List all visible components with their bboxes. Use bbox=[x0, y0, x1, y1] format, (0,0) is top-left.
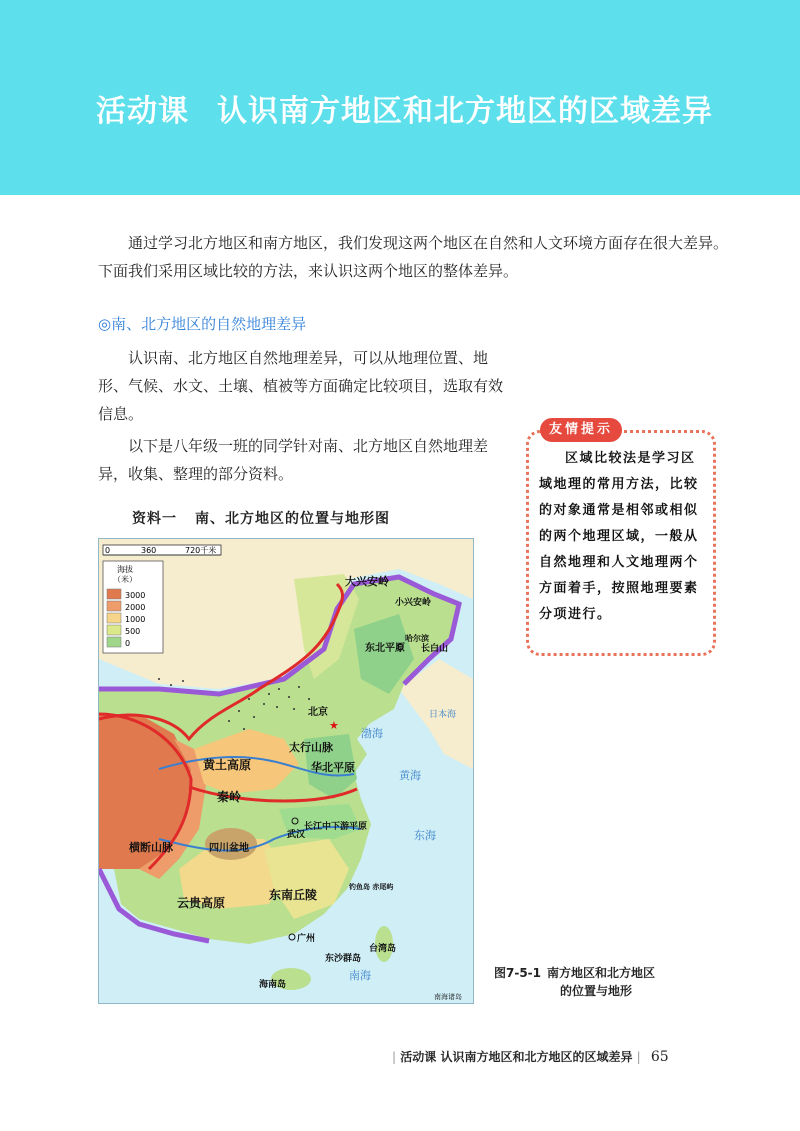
label-xiaoxinganling: 小兴安岭 bbox=[395, 598, 432, 608]
legend-swatch bbox=[107, 589, 121, 599]
legend-label: 2000 bbox=[125, 603, 146, 612]
legend-label: 3000 bbox=[125, 591, 146, 600]
page-number: 65 bbox=[650, 1049, 669, 1065]
footer-activity: 活动课 bbox=[400, 1050, 437, 1064]
label-donghai: 东海 bbox=[414, 829, 436, 842]
intro-paragraph: 通过学习北方地区和南方地区，我们发现这两个地区在自然和人文环境方面存在很大差异。下面我们采用区域比较的方法，来认识这两个地区的整体差异。 bbox=[98, 234, 729, 280]
material-label: 资料一 bbox=[132, 511, 177, 527]
label-haerbin: 哈尔滨 bbox=[405, 634, 429, 643]
label-daxinganling: 大兴安岭 bbox=[345, 575, 389, 588]
page-title-text: 认识南方地区和北方地区的区域差异 bbox=[217, 94, 713, 129]
legend-swatch bbox=[107, 613, 121, 623]
label-guangzhou: 广州 bbox=[297, 934, 316, 944]
legend-label: 1000 bbox=[125, 615, 146, 624]
scale-label-0: 0 bbox=[105, 546, 111, 555]
label-huanghai: 黄海 bbox=[399, 769, 421, 782]
page-title-kicker: 活动课 bbox=[96, 94, 189, 129]
figure-number: 图7-5-1 bbox=[494, 966, 542, 980]
scale-label-360: 360 bbox=[141, 546, 157, 555]
footer-title: 认识南方地区和北方地区的区域差异 bbox=[440, 1050, 633, 1064]
label-taihang: 太行山脉 bbox=[289, 741, 333, 754]
label-sichuan: 四川盆地 bbox=[209, 843, 249, 854]
material-title: 南、北方地区的位置与地形图 bbox=[195, 511, 390, 527]
legend-swatch bbox=[107, 601, 121, 611]
label-ribenhai: 日本海 bbox=[429, 710, 457, 720]
label-diaoyu: 钓鱼岛 赤尾屿 bbox=[349, 883, 394, 891]
legend-label: 0 bbox=[125, 639, 131, 648]
section-heading: ◎南、北方地区的自然地理差异 bbox=[98, 315, 307, 333]
material-caption bbox=[132, 508, 390, 528]
label-dongnan: 东南丘陵 bbox=[269, 888, 318, 902]
label-wuhan: 武汉 bbox=[287, 830, 306, 840]
label-changbaishan: 长白山 bbox=[421, 644, 449, 654]
legend-title-1: 海拔 bbox=[117, 565, 133, 574]
section-paragraph-2: 以下是八年级一班的同学针对南、北方地区自然地理差异，收集、整理的部分资料。 bbox=[98, 437, 489, 483]
scale-label-720: 720千米 bbox=[185, 546, 217, 555]
legend-swatch bbox=[107, 637, 121, 647]
label-nanhai-sea: 南海 bbox=[349, 969, 371, 982]
legend-label: 500 bbox=[125, 627, 141, 636]
figure-caption-line2: 的位置与地形 bbox=[560, 984, 633, 998]
section-paragraph-1: 认识南、北方地区自然地理差异，可以从地理位置、地形、气候、水文、土壤、植被等方面确定比较项目，选取有效信息。 bbox=[98, 349, 504, 423]
page-title bbox=[96, 86, 713, 130]
terrain-map bbox=[98, 538, 474, 1004]
legend-swatch bbox=[107, 625, 121, 635]
label-hengduan: 横断山脉 bbox=[129, 841, 173, 854]
label-bohai: 渤海 bbox=[361, 727, 383, 740]
label-changjiang: 长江中下游平原 bbox=[304, 822, 368, 832]
label-hainan: 海南岛 bbox=[259, 980, 287, 990]
label-taiwan: 台湾岛 bbox=[369, 944, 397, 954]
label-beijing: 北京 bbox=[308, 707, 328, 718]
label-huangtu: 黄土高原 bbox=[203, 758, 252, 772]
beijing-star-icon: ★ bbox=[329, 719, 339, 732]
label-dongbei-pingyuan: 东北平原 bbox=[365, 643, 405, 654]
label-yungui: 云贵高原 bbox=[177, 896, 226, 910]
figure-caption bbox=[494, 964, 694, 1000]
label-nanhai-islands: 南海诸岛 bbox=[434, 993, 462, 1001]
figure-caption-line1: 南方地区和北方地区 bbox=[547, 966, 656, 980]
tip-badge: 友情提示 bbox=[540, 418, 622, 442]
label-huabei: 华北平原 bbox=[311, 761, 355, 774]
legend-title-2: （米） bbox=[113, 575, 137, 584]
page-footer: | 活动课 认识南方地区和北方地区的区域差异 | 65 bbox=[392, 1049, 669, 1065]
label-dongsha: 东沙群岛 bbox=[325, 954, 362, 964]
label-qinling: 秦岭 bbox=[217, 790, 242, 804]
tip-text: 区域比较法是学习区域地理的常用方法，比较的对象通常是相邻或相似的两个地理区域，一般从自然地理和人文地理两个方面着手，按照地理要素分项进行。 bbox=[539, 451, 699, 622]
